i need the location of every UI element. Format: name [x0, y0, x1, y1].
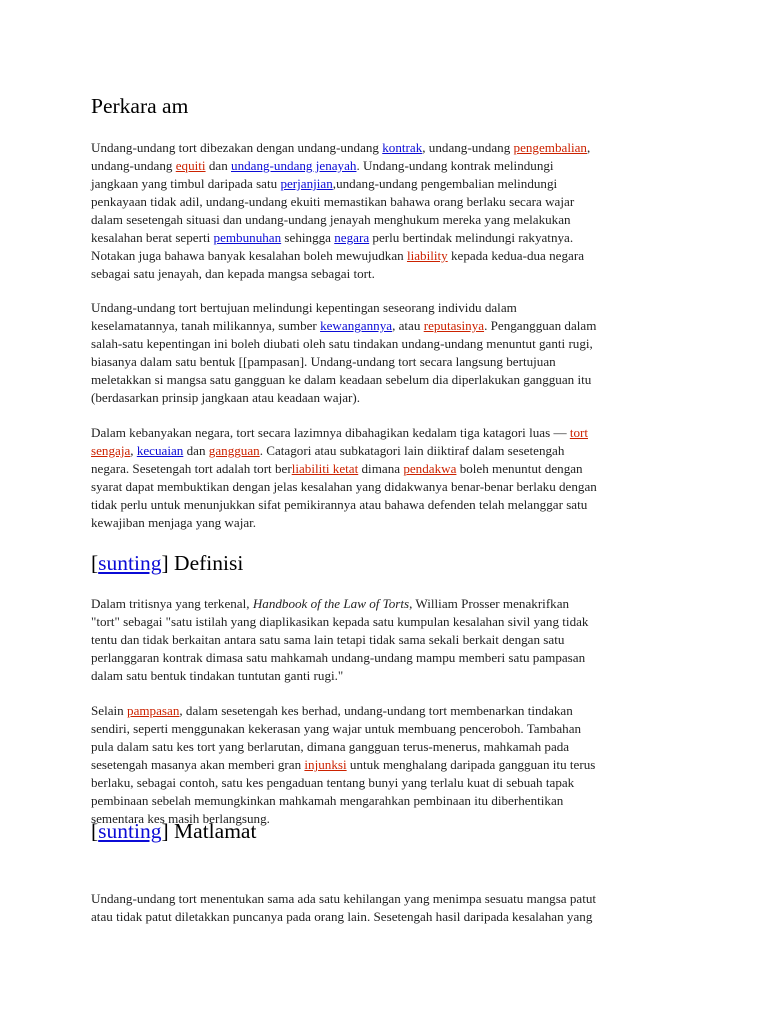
text-line — [91, 460, 676, 478]
text-line — [91, 247, 676, 265]
link-reputasinya[interactable]: reputasinya — [423, 318, 485, 333]
paragraph-matlamat — [91, 890, 676, 926]
text-line — [91, 175, 676, 193]
text-line — [91, 702, 676, 720]
text-line: sebagai satu jenayah, dan kepada mangsa sebagai tort. — [91, 266, 375, 281]
text: Dalam kebanyakan negara, tort secara lazimnya dibahagikan kedalam tiga katagori luas — — [91, 425, 570, 440]
text-line: penkayaan tidak adil, undang-undang ekuiti memastikan bahawa orang berlaku secara wajar — [91, 194, 575, 209]
paragraph-katagori — [91, 424, 676, 532]
text-line: kewajiban menjaga yang wajar. — [91, 515, 257, 530]
text-line: Undang-undang tort menentukan sama ada satu kehilangan yang menimpa sesuatu mangsa patut — [91, 891, 597, 906]
text: ,undang-undang pengembalian melindungi — [332, 176, 558, 191]
text-line: tentu dan tidak berkaitan antara satu sama lain tetapi tidak sama sekali berkait dengan satu — [91, 632, 565, 647]
text: , undang-undang — [422, 140, 514, 155]
text-line — [91, 424, 676, 442]
paragraph-perkara-am — [91, 139, 676, 283]
link-gangguan[interactable]: gangguan — [208, 443, 260, 458]
text-line: Undang-undang tort bertujuan melindungi kepentingan seseorang individu dalam — [91, 300, 517, 315]
text: boleh menuntut dengan — [456, 461, 583, 476]
link-injunksi[interactable]: injunksi — [304, 757, 347, 772]
text-line: dalam sesetengah situasi dan undang-undang jenayah menghukum mereka yang melakukan — [91, 212, 571, 227]
text-line: salah-satu kepentingan ini boleh diubati oleh satu tindakan undang-undang menuntut ganti rugi, — [91, 336, 593, 351]
text: , William Prosser menakrifkan — [409, 596, 570, 611]
text-line: perlanggaran kontrak dimasa satu mahkamah undang-undang mampu memberi satu pampasan — [91, 650, 586, 665]
link-undang-undang-jenayah[interactable]: undang-undang jenayah — [231, 158, 357, 173]
text: , — [130, 443, 137, 458]
text: , — [586, 140, 591, 155]
link-pendakwa[interactable]: pendakwa — [403, 461, 457, 476]
heading-title: Matlamat — [168, 819, 257, 843]
text: dan — [183, 443, 209, 458]
text: , dalam sesetengah kes berhad, undang-undang tort membenarkan tindakan — [179, 703, 573, 718]
text: Dalam tritisnya yang terkenal, — [91, 596, 253, 611]
sunting-link-definisi[interactable]: sunting — [98, 551, 162, 575]
text-line: pembinaan sebelah memungkinkan mahkamah mengarahkan pembinaan itu diberhentikan — [91, 793, 564, 808]
text: Selain — [91, 703, 128, 718]
paragraph-tujuan — [91, 299, 676, 407]
text: keselamatannya, tanah milikannya, sumber — [91, 318, 321, 333]
heading-title: Definisi — [168, 551, 244, 575]
text-line — [91, 229, 676, 247]
bracket-close: ] — [161, 819, 169, 843]
text: . Undang-undang kontrak melindungi — [356, 158, 554, 173]
text: kesalahan berat seperti — [91, 230, 214, 245]
book-title: Handbook of the Law of Torts — [252, 596, 410, 611]
paragraph-definisi — [91, 595, 676, 685]
text-line: tidak perlu untuk menunjukkan sifat pemikirannya atau bahawa defenden telah melanggar satu — [91, 497, 588, 512]
text-line — [91, 442, 676, 460]
link-pembunuhan[interactable]: pembunuhan — [213, 230, 282, 245]
bracket-open: [ — [91, 819, 99, 843]
text-line — [91, 157, 676, 175]
text: , atau — [392, 318, 424, 333]
bracket-open: [ — [91, 551, 99, 575]
text-line: dalam satu bentuk tindakan tuntutan ganti rugi." — [91, 668, 344, 683]
text: kepada kedua-dua negara — [447, 248, 585, 263]
link-kewangannya[interactable]: kewangannya — [320, 318, 393, 333]
paragraph-pampasan — [91, 702, 676, 828]
sunting-link-matlamat[interactable]: sunting — [98, 819, 162, 843]
text: . Pengangguan dalam — [484, 318, 597, 333]
link-liabiliti-ketat[interactable]: liabiliti ketat — [291, 461, 359, 476]
text-line — [91, 595, 676, 613]
link-pengembalian[interactable]: pengembalian — [513, 140, 587, 155]
link-kecuaian[interactable]: kecuaian — [136, 443, 184, 458]
link-negara[interactable]: negara — [334, 230, 370, 245]
text-line: (berdasarkan prinsip jangkaan atau keadaan wajar). — [91, 390, 361, 405]
text-line: syarat dapat membuktikan dengan jelas kesalahan yang didakwanya benar-benar berlaku dengan — [91, 479, 597, 494]
text: perlu bertindak melindungi rakyatnya. — [369, 230, 574, 245]
text: jangkaan yang timbul daripada satu — [91, 176, 281, 191]
text: dimana — [358, 461, 404, 476]
text-line — [91, 756, 676, 774]
link-tort-sengaja[interactable]: tort — [569, 425, 588, 440]
text-line: meletakkan si mangsa satu gangguan ke dalam keadaan sebelum dia diperlakukan gangguan itu — [91, 372, 592, 387]
text: undang-undang — [91, 158, 176, 173]
text: . Catagori atau subkatagori lain diiktiraf dalam sesetengah — [259, 443, 565, 458]
text: untuk menghalang daripada gangguan itu terus — [346, 757, 596, 772]
link-equiti[interactable]: equiti — [175, 158, 206, 173]
text: sehingga — [281, 230, 335, 245]
bracket-close: ] — [161, 551, 169, 575]
text: Undang-undang tort dibezakan dengan undang-undang — [91, 140, 383, 155]
section-heading-matlamat — [91, 818, 256, 844]
text-line — [91, 317, 676, 335]
section-heading-definisi — [91, 550, 243, 576]
text: sesetengah masanya akan memberi gran — [91, 757, 305, 772]
text: Notakan juga bahawa banyak kesalahan boleh mewujudkan — [91, 248, 407, 263]
text-line: atau tidak patut diletakkan puncanya pada orang lain. Sesetengah hasil daripada kesalahan yang — [91, 909, 593, 924]
text-line: biasanya dalam satu bentuk [[pampasan]. Undang-undang tort secara langsung bertujuan — [91, 354, 556, 369]
text: dan — [205, 158, 232, 173]
text-line: sementara kes masih berlangsung. — [91, 811, 270, 826]
link-perjanjian[interactable]: perjanjian — [280, 176, 333, 191]
link-tort-sengaja-cont[interactable]: sengaja — [91, 443, 131, 458]
text-line: pula dalam satu kes tort yang berlarutan, dimana gangguan terus-menerus, mahkamah pada — [91, 739, 570, 754]
text-line — [91, 139, 676, 157]
text-line: "tort" sebagai "satu istilah yang diaplikasikan kepada satu kumpulan kesalahan sivil yang tidak — [91, 614, 589, 629]
link-kontrak[interactable]: kontrak — [382, 140, 423, 155]
section-heading-perkara-am: Perkara am — [91, 94, 189, 118]
text: negara. Sesetengah tort adalah tort ber — [91, 461, 292, 476]
link-liability[interactable]: liability — [406, 248, 448, 263]
text-line: berlaku, sebagai contoh, satu kes pengaduan tentang bunyi yang terlalu kuat di sebuah tapak — [91, 775, 575, 790]
link-pampasan[interactable]: pampasan — [127, 703, 180, 718]
text-line: sendiri, seperti menggunakan kekerasan yang wajar untuk membuang penceroboh. Tambahan — [91, 721, 582, 736]
